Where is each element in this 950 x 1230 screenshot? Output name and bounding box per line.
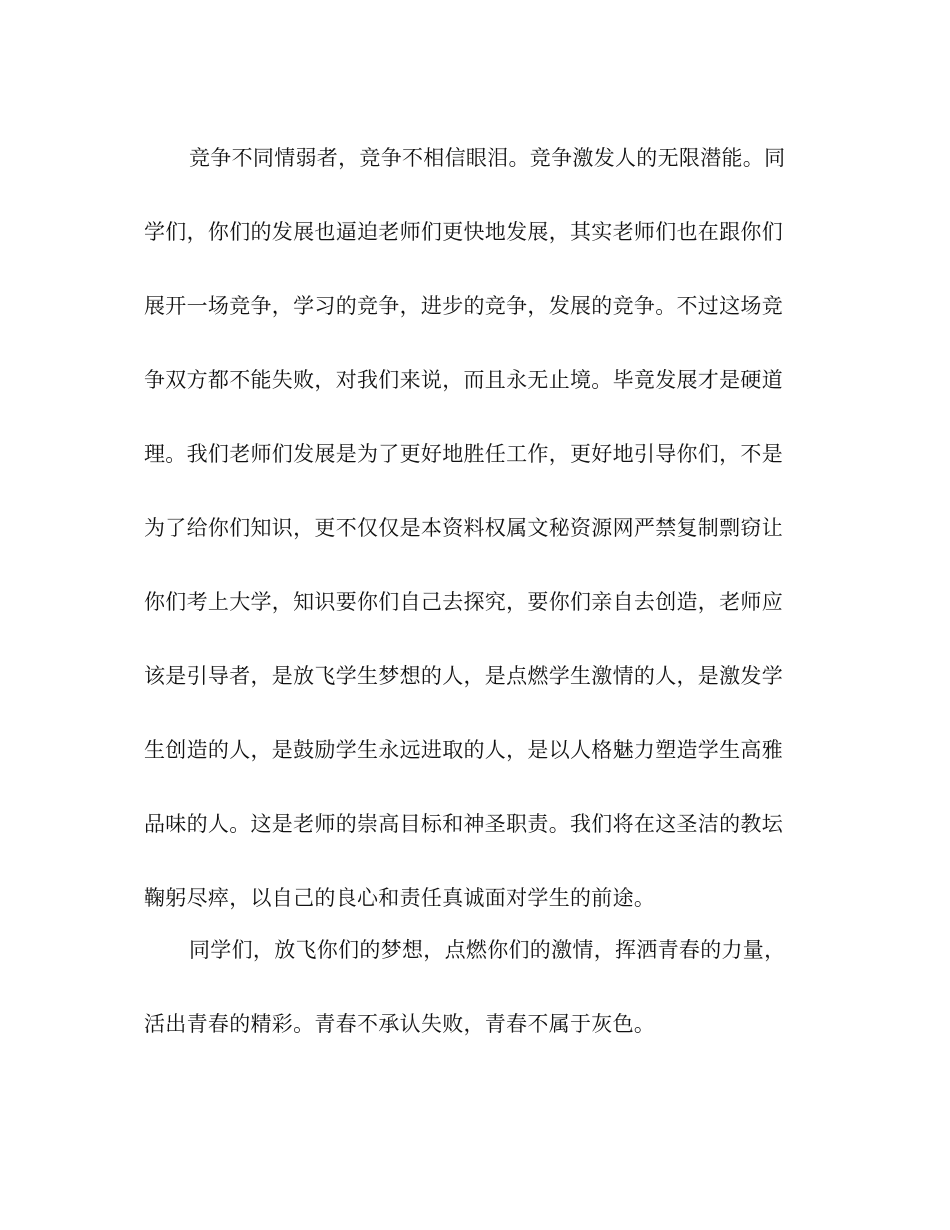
paragraph-line: 品味的人。这是老师的崇高目标和神圣职责。我们将在这圣洁的教坛 bbox=[144, 812, 783, 836]
paragraph-line: 为了给你们知识，更不仅仅是本资料权属文秘资源网严禁复制剽窃让 bbox=[144, 516, 783, 540]
paragraph-line: 同学们，放飞你们的梦想，点燃你们的激情，挥洒青春的力量， bbox=[189, 938, 786, 962]
paragraph-2 bbox=[144, 930, 804, 1078]
paragraph-1 bbox=[144, 138, 804, 930]
paragraph-line: 竞争不同情弱者，竞争不相信眼泪。竞争激发人的无限潜能。同 bbox=[189, 146, 786, 170]
paragraph-line: 活出青春的精彩。青春不承认失败，青春不属于灰色。 bbox=[144, 1012, 656, 1036]
paragraph-line: 展开一场竞争，学习的竞争，进步的竞争，发展的竞争。不过这场竞 bbox=[144, 294, 783, 318]
paragraph-line: 争双方都不能失败，对我们来说，而且永无止境。毕竟发展才是硬道 bbox=[144, 368, 783, 392]
paragraph-line: 该是引导者，是放飞学生梦想的人，是点燃学生激情的人，是激发学 bbox=[144, 664, 783, 688]
paragraph-line: 生创造的人，是鼓励学生永远进取的人，是以人格魅力塑造学生高雅 bbox=[144, 738, 783, 762]
paragraph-line: 学们，你们的发展也逼迫老师们更快地发展，其实老师们也在跟你们 bbox=[144, 220, 783, 244]
paragraph-line: 理。我们老师们发展是为了更好地胜任工作，更好地引导你们，不是 bbox=[144, 442, 783, 466]
paragraph-line: 鞠躬尽瘁，以自己的良心和责任真诚面对学生的前途。 bbox=[144, 886, 656, 910]
paragraph-line: 你们考上大学，知识要你们自己去探究，要你们亲自去创造，老师应 bbox=[144, 590, 783, 614]
document-body bbox=[144, 138, 804, 1078]
